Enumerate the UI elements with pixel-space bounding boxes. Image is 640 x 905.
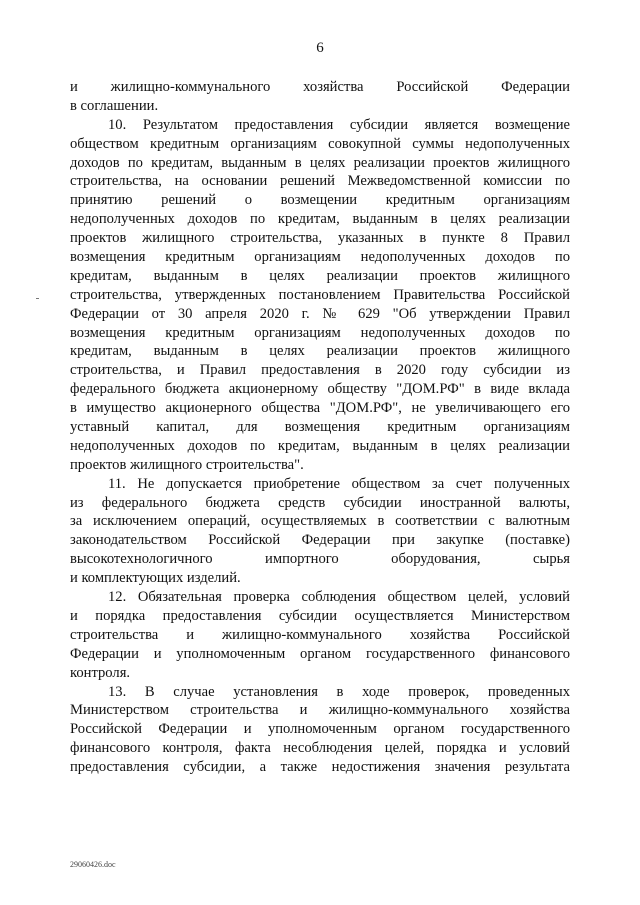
text-line: в соглашении.	[70, 97, 159, 114]
text-line: предоставления субсидии, а также недостижения значения результата	[70, 759, 570, 776]
text-line: контроля.	[70, 664, 131, 681]
text-line: высокотехнологичного импортного оборудования, сырья	[70, 551, 570, 568]
text-line: и порядка предоставления субсидии осуществляется Министерством	[70, 607, 570, 624]
text-line: строительства, на основании решений Межведомственной комиссии по	[70, 173, 570, 190]
text-line: 10. Результатом предоставления субсидии является возмещение	[108, 116, 570, 133]
text-line: проектов жилищного строительства".	[70, 456, 304, 473]
text-line: финансового контроля, факта несоблюдения целей, порядка и условий	[70, 740, 570, 757]
text-line: обществом кредитным организациям совокупной суммы недополученных	[70, 135, 570, 152]
text-line: Федерации и уполномоченным органом государственного финансового	[70, 645, 570, 662]
margin-mark	[36, 298, 39, 299]
text-line: Министерством строительства и жилищно-коммунального хозяйства	[70, 702, 570, 719]
page-number: 6	[316, 40, 324, 56]
text-line: федерального бюджета акционерному обществу "ДОМ.РФ" в виде вклада	[70, 381, 570, 398]
text-line: кредитам, выданным в целях реализации проектов жилищного	[70, 267, 570, 284]
text-line: строительства, и Правил предоставления в 2020 году субсидии из	[70, 362, 570, 379]
text-line: возмещения кредитным организациям недополученных доходов по	[70, 249, 570, 266]
text-line: законодательством Российской Федерации при закупке (поставке)	[70, 532, 570, 549]
text-line: недополученных доходов по кредитам, выданным в целях реализации	[70, 437, 570, 454]
text-line: Федерации от 30 апреля 2020 г. № 629 "Об утверждении Правил	[70, 305, 570, 322]
text-line: уставный капитал, для возмещения кредитным организациям	[70, 419, 570, 436]
text-line: доходов по кредитам, выданным в целях реализации проектов жилищного	[70, 154, 570, 171]
text-line: проектов жилищного строительства, указанных в пункте 8 Правил	[70, 230, 570, 247]
document-body	[70, 78, 570, 777]
text-line: строительства, утвержденных постановлением Правительства Российской	[70, 286, 570, 303]
text-line: возмещения кредитным организациям недополученных доходов по	[70, 324, 570, 341]
text-line: из федерального бюджета средств субсидии иностранной валюты,	[70, 494, 570, 511]
text-line: Российской Федерации и уполномоченным органом государственного	[70, 721, 570, 738]
text-line: недополученных доходов по кредитам, выданным в целях реализации	[70, 211, 570, 228]
text-line: за исключением операций, осуществляемых в соответствии с валютным	[70, 513, 570, 530]
footer-file-code: 29060426.doc	[70, 860, 116, 869]
text-line: строительства и жилищно-коммунального хозяйства Российской	[70, 626, 570, 643]
text-line: принятию решений о возмещении кредитным организациям	[70, 192, 570, 209]
text-line: 11. Не допускается приобретение обществом за счет полученных	[108, 475, 570, 492]
text-line: и комплектующих изделий.	[70, 570, 241, 587]
text-line: кредитам, выданным в целях реализации проектов жилищного	[70, 343, 570, 360]
text-line: 13. В случае установления в ходе проверок, проведенных	[108, 683, 570, 700]
text-line: в имущество акционерного общества "ДОМ.РФ", не увеличивающего его	[70, 400, 570, 417]
text-line: 12. Обязательная проверка соблюдения обществом целей, условий	[108, 589, 570, 606]
text-line: и жилищно-коммунального хозяйства Российской Федерации	[70, 79, 570, 95]
